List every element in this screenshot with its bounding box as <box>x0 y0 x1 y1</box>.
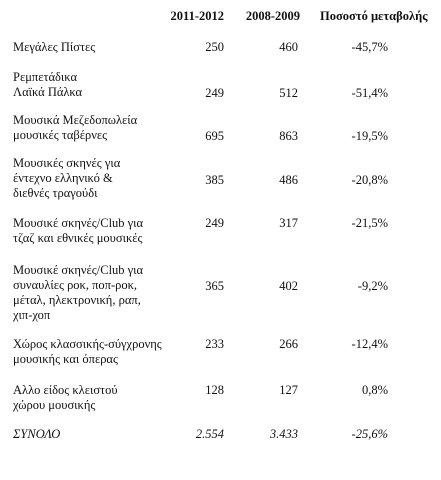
row-label-line: Μουσικές σκηνές για <box>13 156 121 170</box>
row-label-line: διεθνές τραγούδι <box>13 186 98 200</box>
row-label <box>13 40 95 55</box>
value-percent-change: 0,8% <box>361 383 388 397</box>
row-label-line: Μουσικά Μεζεδοπωλεία <box>13 113 138 127</box>
row-label-line: συναυλίες ροκ, ποπ-ροκ, <box>13 278 138 292</box>
value-2008-2009: 863 <box>279 129 298 143</box>
row-label-line: Μουσικέ σκηνές/Club για <box>13 263 144 277</box>
value-percent-change: -21,5% <box>351 216 388 230</box>
value-2011-2012: 249 <box>205 86 224 100</box>
header-2011-2012: 2011-2012 <box>170 9 224 23</box>
row-label-line: Μουσικέ σκηνές/Club για <box>13 216 144 230</box>
value-2011-2012: 128 <box>205 383 224 397</box>
row-label-line: χιπ-χοπ <box>13 308 51 322</box>
row-label-line: Αλλο είδος κλειστού <box>13 383 118 397</box>
row-label <box>13 263 143 323</box>
value-percent-change: -9,2% <box>357 279 388 293</box>
value-percent-change: -45,7% <box>351 40 388 54</box>
value-2008-2009: 266 <box>279 337 298 351</box>
row-label-line: μουσικές ταβέρνες <box>13 128 108 142</box>
value-2008-2009: 127 <box>279 383 298 397</box>
row-label-line: Ρεμπετάδικα <box>13 70 78 84</box>
header-2008-2009: 2008-2009 <box>245 9 300 23</box>
total-2011-2012: 2.554 <box>195 427 224 441</box>
row-label <box>13 70 82 100</box>
value-percent-change: -12,4% <box>351 337 388 351</box>
value-2008-2009: 402 <box>279 279 298 293</box>
row-label <box>13 113 137 143</box>
row-label-line: Χώρος κλασσικής-σύγχρονης <box>13 337 162 351</box>
row-label-line: Μεγάλες Πίστες <box>13 40 96 54</box>
value-2008-2009: 486 <box>279 173 298 187</box>
value-2011-2012: 365 <box>205 279 224 293</box>
row-label-line: Λαϊκά Πάλκα <box>13 85 83 99</box>
row-label <box>13 216 143 246</box>
header-percent-change: Ποσοστό μεταβολής <box>320 9 428 23</box>
value-2008-2009: 317 <box>279 216 298 230</box>
row-label-line: τζαζ και εθνικές μουσικές <box>13 231 143 245</box>
row-label <box>13 383 118 413</box>
value-percent-change: -20,8% <box>351 173 388 187</box>
value-percent-change: -19,5% <box>351 129 388 143</box>
value-2011-2012: 695 <box>205 129 224 143</box>
total-percent-change: -25,6% <box>351 427 388 441</box>
row-label-line: μουσικής και όπερας <box>13 352 118 366</box>
value-2011-2012: 249 <box>205 216 224 230</box>
value-2008-2009: 512 <box>279 86 298 100</box>
row-label-line: χώρου μουσικής <box>13 398 96 412</box>
total-2008-2009: 3.433 <box>269 427 298 441</box>
value-2008-2009: 460 <box>279 40 298 54</box>
total-label: ΣΥΝΟΛΟ <box>13 427 61 441</box>
value-2011-2012: 233 <box>205 337 224 351</box>
row-label <box>13 337 162 367</box>
value-2011-2012: 385 <box>205 173 224 187</box>
value-2011-2012: 250 <box>205 40 224 54</box>
row-label <box>13 156 120 201</box>
row-label-line: έντεχνο ελληνικό & <box>13 171 113 185</box>
row-label-line: μέταλ, ηλεκτρονική, ραπ, <box>13 293 141 307</box>
value-percent-change: -51,4% <box>351 86 388 100</box>
